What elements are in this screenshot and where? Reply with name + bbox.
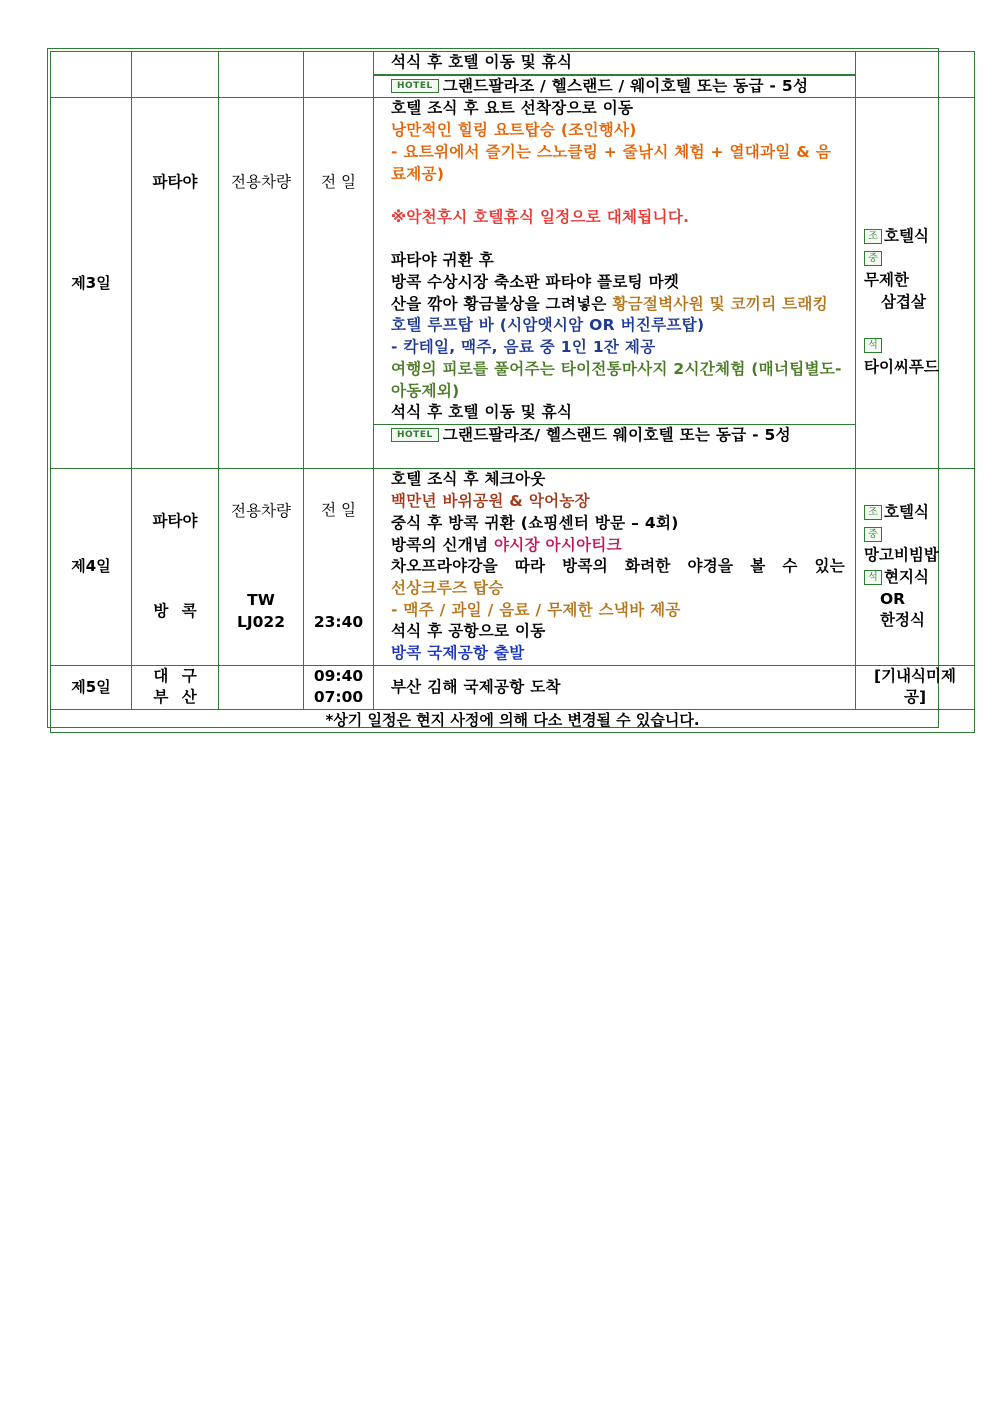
breakfast-icon: 조 xyxy=(864,229,882,244)
meal-dinner: OR xyxy=(880,589,906,608)
lunch-icon: 중 xyxy=(864,527,882,542)
day-cell xyxy=(51,52,132,98)
schedule-line: 석식 후 호텔 이동 및 휴식 xyxy=(391,53,573,71)
meal-lunch-badge-line xyxy=(864,248,974,270)
meal-breakfast xyxy=(864,502,974,524)
meal-lunch: 무제한 xyxy=(864,270,909,289)
table-row xyxy=(51,469,975,665)
meal-breakfast xyxy=(864,226,974,248)
place-label: 대 구 xyxy=(153,666,197,685)
meal-cell xyxy=(856,469,975,665)
day-label: 제5일 xyxy=(51,665,132,709)
table-row xyxy=(51,665,975,709)
transport-label: 전용차량 xyxy=(219,98,304,469)
schedule-cell xyxy=(374,52,856,98)
schedule-line: 석식 후 호텔 이동 및 휴식 xyxy=(391,403,573,422)
blank-line xyxy=(864,313,974,335)
meal-lunch: 망고비빔밥 xyxy=(864,546,939,565)
blank-line xyxy=(391,185,845,207)
day-label: 제4일 xyxy=(51,469,132,665)
lunch-icon: 중 xyxy=(864,251,882,266)
arrival-time: 07:00 xyxy=(313,688,364,707)
place-cell xyxy=(132,52,219,98)
meal-text: 호텔식 xyxy=(884,502,929,521)
time-cell xyxy=(304,469,374,665)
footer-note: *상기 일정은 현지 사정에 의해 다소 변경될 수 있습니다. xyxy=(51,710,975,733)
flight-airline: TW xyxy=(247,591,275,610)
schedule-line: 백만년 바위공원 & 악어농장 xyxy=(391,492,590,511)
meal-lunch-badge-line xyxy=(864,524,974,546)
schedule-cell xyxy=(374,98,856,469)
schedule-line: 방콕 수상시장 축소판 파타야 플로팅 마켓 xyxy=(391,273,680,291)
day-label: 제3일 xyxy=(51,98,132,469)
schedule-line: 호텔 조식 후 요트 선착장으로 이동 xyxy=(391,99,634,118)
meal-dinner-badge-line xyxy=(864,335,974,357)
meal-text: 현지식 xyxy=(884,568,929,587)
dinner-icon: 석 xyxy=(864,338,882,353)
schedule-line: 석식 후 공항으로 이동 xyxy=(391,622,546,641)
place-cell xyxy=(132,665,219,709)
departure-time: 09:40 xyxy=(313,666,364,685)
schedule-line: 호텔 조식 후 체크아웃 xyxy=(391,470,546,489)
dinner-icon: 석 xyxy=(864,570,882,585)
meal-dinner: 한정식 xyxy=(880,611,925,630)
schedule-highlight: 황금절벽사원 및 코끼리 트래킹 xyxy=(612,294,828,313)
table-row xyxy=(51,710,975,733)
meal-dinner xyxy=(864,567,974,589)
transport-label: 전용차량 xyxy=(231,501,291,520)
hotel-line xyxy=(374,424,855,447)
blank-line xyxy=(391,229,845,251)
table-row xyxy=(51,52,975,98)
transport-cell xyxy=(219,665,304,709)
schedule-line: - 칵테일, 맥주, 음료 중 1인 1잔 제공 xyxy=(391,338,656,357)
schedule-line: 차오프라야강을 따라 방콕의 화려한 야경을 볼 수 있는 xyxy=(391,557,845,576)
hotel-name: 그랜드팔라조/ 헬스랜드 웨이호텔 또는 동급 - 5성 xyxy=(442,425,791,444)
place-label: 파타야 xyxy=(132,98,219,469)
meal-note: [기내식미제 xyxy=(874,666,956,685)
schedule-line: 호텔 루프탑 바 (시암앳시암 OR 버진루프탑) xyxy=(391,316,705,335)
hotel-line xyxy=(374,74,855,98)
table-row xyxy=(51,98,975,469)
meal-dinner: 타이씨푸드 xyxy=(864,357,939,376)
schedule-cell xyxy=(374,469,856,665)
schedule-line: 파타야 귀환 후 xyxy=(391,251,495,270)
schedule-line: 선상크루즈 탑승 xyxy=(391,578,504,597)
schedule-line: 방콕 국제공항 출발 xyxy=(391,644,525,663)
meal-text: 호텔식 xyxy=(884,227,929,246)
meal-cell xyxy=(856,52,975,98)
meal-lunch: 삼겹살 xyxy=(881,292,926,311)
schedule-line xyxy=(391,294,845,316)
schedule-cell xyxy=(374,665,856,709)
schedule-line: - 요트위에서 즐기는 스노클링 + 줄낚시 체험 + 열대과일 & 음료제공) xyxy=(391,142,832,183)
time-label: 전 일 xyxy=(321,501,356,520)
meal-cell xyxy=(856,98,975,469)
place-label: 방 콕 xyxy=(153,602,197,621)
schedule-highlight: 야시장 아시아티크 xyxy=(494,535,622,554)
meal-cell xyxy=(856,665,975,709)
transport-cell xyxy=(219,469,304,665)
place-label: 부 산 xyxy=(153,688,197,707)
time-label: 전 일 xyxy=(304,98,374,469)
schedule-line: 여행의 피로를 풀어주는 타이전통마사지 2시간체험 (매너팁별도-아동제외) xyxy=(391,359,842,400)
itinerary-table xyxy=(50,51,975,733)
breakfast-icon: 조 xyxy=(864,505,882,520)
time-cell xyxy=(304,665,374,709)
departure-time: 23:40 xyxy=(313,613,364,632)
notice-line: ※악천후시 호텔휴식 일정으로 대체됩니다. xyxy=(391,207,690,226)
flight-number: LJ022 xyxy=(237,612,285,631)
schedule-line: 중식 후 방콕 귀환 (쇼핑센터 방문 – 4회) xyxy=(391,513,679,532)
transport-cell xyxy=(219,52,304,98)
hotel-name: 그랜드팔라조 / 헬스랜드 / 웨이호텔 또는 동급 - 5성 xyxy=(442,76,809,95)
meal-note: 공] xyxy=(903,688,927,707)
schedule-line: 부산 김해 국제공항 도착 xyxy=(391,677,561,696)
schedule-text: 방콕의 신개념 xyxy=(391,535,495,554)
place-label: 파타야 xyxy=(152,512,198,531)
time-cell xyxy=(304,52,374,98)
schedule-line: - 맥주 / 과일 / 음료 / 무제한 스낵바 제공 xyxy=(391,600,681,619)
schedule-line: 낭만적인 힐링 요트탑승 (조인행사) xyxy=(391,121,637,140)
hotel-icon: HOTEL xyxy=(391,428,439,442)
hotel-icon: HOTEL xyxy=(391,79,439,93)
schedule-line xyxy=(391,535,845,557)
schedule-text: 산을 깎아 황금불상을 그려넣은 xyxy=(391,294,613,313)
place-cell xyxy=(132,469,219,665)
